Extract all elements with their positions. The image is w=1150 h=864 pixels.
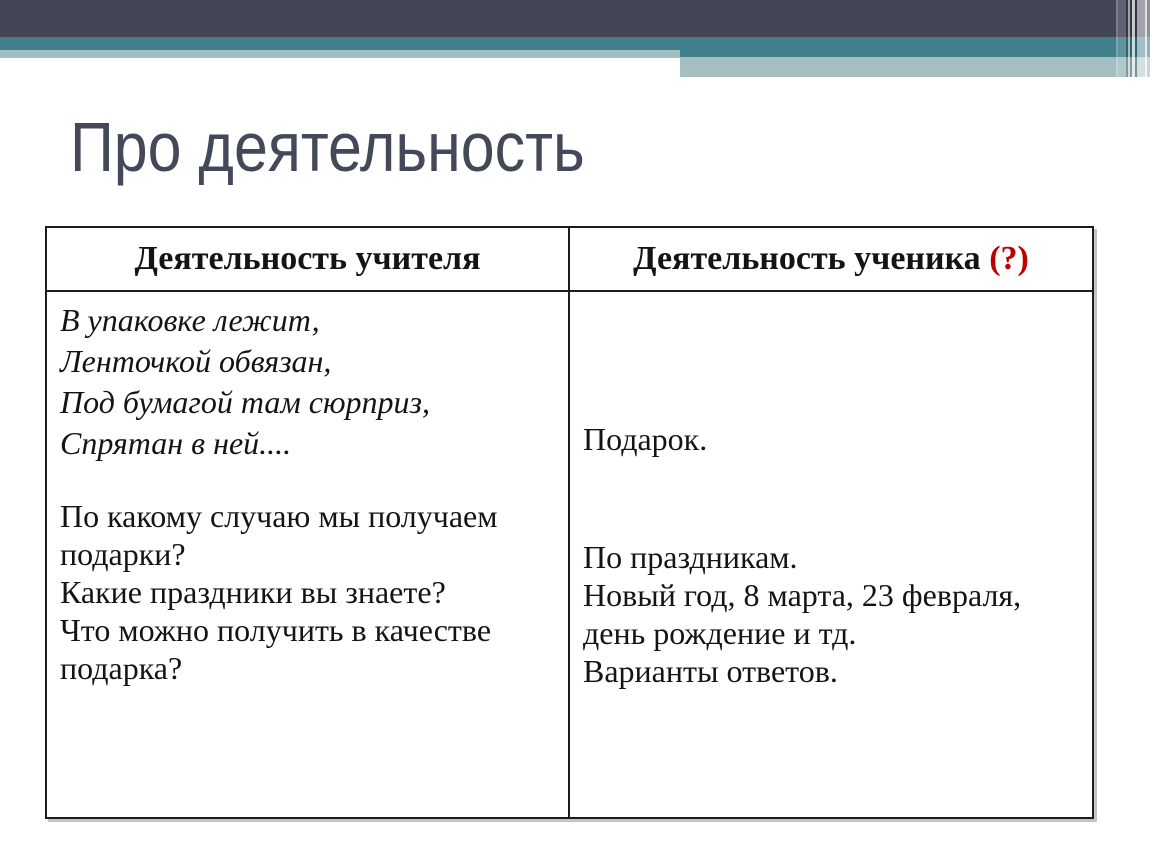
- answer-line: Новый год, 8 марта, 23 февраля,: [583, 577, 1022, 613]
- header-band-teal-extension: [680, 50, 1150, 57]
- question-line: Что можно получить в качестве: [60, 612, 492, 648]
- student-answer-first: Подарок.: [583, 421, 708, 457]
- riddle-line: Ленточкой обвязан,: [60, 343, 332, 379]
- header-band-light-left: [0, 50, 680, 58]
- question-line: По какому случаю мы получаем: [60, 498, 498, 534]
- corner-stripe: [1137, 0, 1145, 77]
- teacher-activity-cell: [46, 291, 569, 818]
- header-band-teal: [0, 37, 1150, 50]
- teacher-questions: [60, 497, 556, 687]
- table-header-student: [569, 227, 1093, 291]
- activity-table: [45, 226, 1094, 819]
- riddle-line: Спрятан в ней....: [60, 425, 292, 461]
- riddle-line: В упаковке лежит,: [60, 302, 320, 338]
- corner-stripe: [1118, 0, 1126, 77]
- riddle-text: [60, 300, 556, 464]
- question-mark-badge: (?): [989, 240, 1029, 277]
- question-line: подарки?: [60, 536, 186, 572]
- answer-line: день рождение и тд.: [583, 615, 857, 651]
- slide-title: Про деятельность: [70, 108, 585, 186]
- corner-stripes-decoration: [1113, 0, 1150, 77]
- table-header-teacher-label: Деятельность учителя: [134, 240, 481, 277]
- student-activity-cell: [569, 291, 1093, 818]
- student-answers: [583, 538, 1080, 690]
- table-header-student-label: Деятельность ученика: [633, 240, 981, 277]
- table-header-row: [46, 227, 1093, 291]
- answer-line: Варианты ответов.: [583, 653, 838, 689]
- question-line: подарка?: [60, 650, 183, 686]
- riddle-line: Под бумагой там сюрприз,: [60, 384, 431, 420]
- table-body-row: [46, 291, 1093, 818]
- answer-line: По праздникам.: [583, 539, 798, 575]
- table-header-teacher: [46, 227, 569, 291]
- header-band-dark: [0, 0, 1150, 37]
- question-line: Какие праздники вы знаете?: [60, 574, 446, 610]
- header-band-light-right: [680, 57, 1150, 77]
